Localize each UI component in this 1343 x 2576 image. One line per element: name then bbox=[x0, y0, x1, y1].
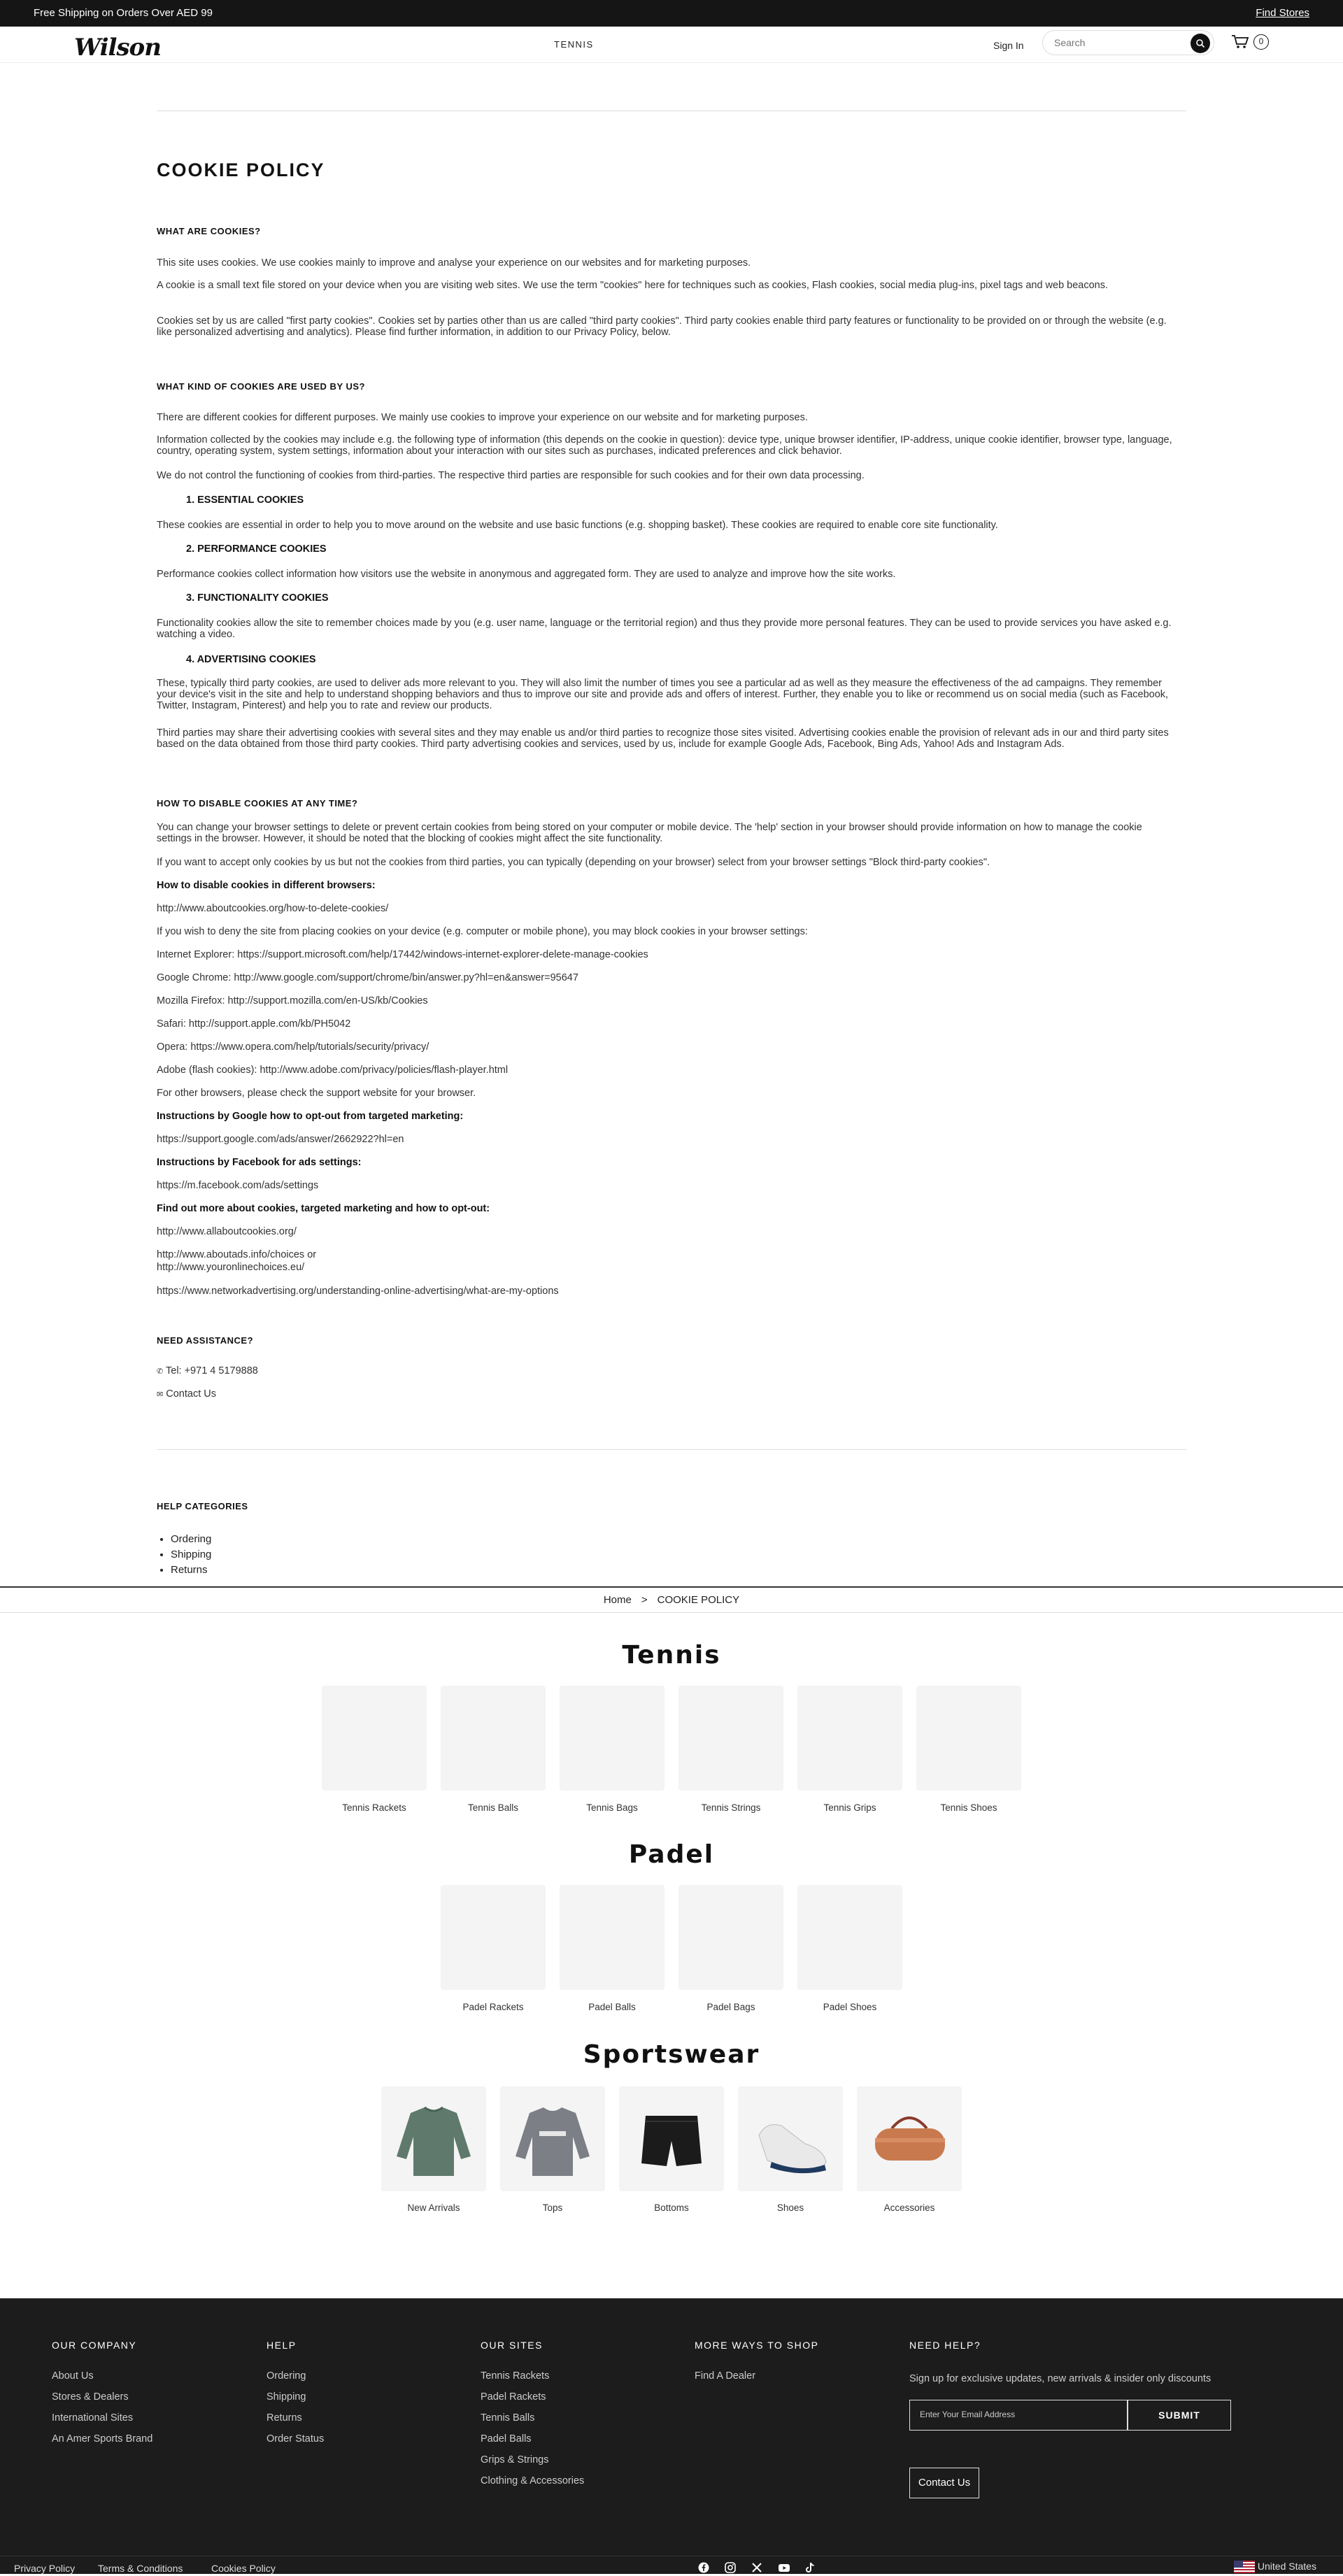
tile-label[interactable]: Tennis Strings bbox=[701, 1802, 761, 1813]
social-links bbox=[698, 2562, 816, 2573]
nav-tennis[interactable]: TENNIS bbox=[554, 39, 594, 50]
opera-link[interactable]: Opera: https://www.opera.com/help/tutorials/security/privacy/ bbox=[157, 1041, 429, 1053]
safari-link[interactable]: Safari: http://support.apple.com/kb/PH5042 bbox=[157, 1018, 351, 1030]
email-input[interactable]: Enter Your Email Address bbox=[909, 2400, 1128, 2431]
essential-cookies-heading: 1. ESSENTIAL COOKIES bbox=[186, 494, 304, 506]
submit-button[interactable]: SUBMIT bbox=[1128, 2400, 1231, 2431]
footer-heading-help: HELP bbox=[267, 2340, 297, 2351]
paragraph: For other browsers, please check the support website for your browser. bbox=[157, 1088, 476, 1099]
youtube-icon[interactable] bbox=[778, 2562, 789, 2573]
footer-link[interactable]: Clothing & Accessories bbox=[481, 2475, 585, 2486]
footer-heading-company: OUR COMPANY bbox=[52, 2340, 137, 2351]
shorts-image bbox=[619, 2086, 724, 2191]
cart-count: 0 bbox=[1253, 34, 1269, 50]
contact-text: Contact Us bbox=[166, 1388, 216, 1400]
site-header bbox=[0, 27, 1343, 63]
footer-link[interactable]: Stores & Dealers bbox=[52, 2391, 129, 2403]
search-box bbox=[1042, 30, 1214, 55]
contact-line[interactable] bbox=[157, 1388, 1178, 1400]
tile-label[interactable]: Tennis Balls bbox=[467, 1802, 519, 1813]
help-category-ordering[interactable]: • Ordering bbox=[171, 1532, 211, 1547]
tennis-grips-tile[interactable] bbox=[797, 1686, 902, 1791]
footer-link[interactable]: Padel Rackets bbox=[481, 2391, 546, 2403]
assistance-heading: NEED ASSISTANCE? bbox=[157, 1335, 254, 1346]
footer-link[interactable]: International Sites bbox=[52, 2412, 134, 2424]
padel-rackets-tile[interactable] bbox=[441, 1885, 546, 1990]
tops-tile[interactable] bbox=[500, 2086, 605, 2191]
cart-button[interactable] bbox=[1231, 34, 1269, 50]
google-link[interactable]: https://support.google.com/ads/answer/2662922?hl=en bbox=[157, 1134, 404, 1145]
padel-balls-tile[interactable] bbox=[560, 1885, 665, 1990]
newsletter-text: Sign up for exclusive updates, new arrivals & insider only discounts bbox=[909, 2373, 1211, 2384]
facebook-heading: Instructions by Facebook for ads settings: bbox=[157, 1157, 362, 1168]
instagram-icon[interactable] bbox=[725, 2562, 736, 2573]
aboutcookies-link[interactable]: http://www.aboutcookies.org/how-to-delete-cookies/ bbox=[157, 903, 389, 914]
ie-link[interactable]: Internet Explorer: https://support.microsoft.com/help/17442/windows-internet-explorer-delete-manage-cookies bbox=[157, 949, 648, 960]
firefox-link[interactable]: Mozilla Firefox: http://support.mozilla.com/en-US/kb/Cookies bbox=[157, 995, 428, 1006]
facebook-icon[interactable] bbox=[698, 2562, 709, 2573]
adobe-link[interactable]: Adobe (flash cookies): http://www.adobe.com/privacy/policies/flash-player.html bbox=[157, 1065, 509, 1076]
facebook-link[interactable]: https://m.facebook.com/ads/settings bbox=[157, 1180, 319, 1191]
tile-label[interactable]: Shoes bbox=[776, 2203, 804, 2213]
section-heading-what-kind: WHAT KIND OF COOKIES ARE USED BY US? bbox=[157, 381, 365, 392]
tennis-balls-tile[interactable] bbox=[441, 1686, 546, 1791]
footer-heading-need-help: NEED HELP? bbox=[909, 2340, 981, 2351]
footer-heading-sites: OUR SITES bbox=[481, 2340, 543, 2351]
performance-cookies-heading: 2. PERFORMANCE COOKIES bbox=[186, 543, 327, 555]
tel-line[interactable] bbox=[157, 1365, 1178, 1377]
search-button[interactable] bbox=[1191, 34, 1210, 53]
tile-label[interactable]: Accessories bbox=[883, 2203, 935, 2213]
region-selector[interactable] bbox=[1234, 2560, 1316, 2573]
privacy-policy-link[interactable]: Privacy Policy bbox=[14, 2563, 76, 2574]
footer-link[interactable]: Ordering bbox=[267, 2370, 306, 2382]
tile-label[interactable]: Bottoms bbox=[654, 2203, 689, 2213]
sweatshirt-image bbox=[381, 2086, 486, 2191]
tile-label[interactable]: Padel Rackets bbox=[462, 2002, 524, 2012]
paragraph: Performance cookies collect information how visitors use the website in anonymous and aggregated form. They are used to analyze and improve how the site works. bbox=[157, 569, 896, 580]
region-label: United States bbox=[1257, 2561, 1316, 2572]
shoes-tile[interactable] bbox=[738, 2086, 843, 2191]
tile-label[interactable]: Padel Shoes bbox=[823, 2002, 877, 2012]
tel-text: Tel: +971 4 5179888 bbox=[166, 1365, 258, 1376]
paragraph: There are different cookies for different purposes. We mainly use cookies to improve your experience on our website and for marketing purposes. bbox=[157, 412, 808, 423]
paragraph: A cookie is a small text file stored on your device when you are visiting web sites. We use the term "cookies" here for techniques such as cookies, Flash cookies, social media plug-ins, pixel tags and web beacons. bbox=[157, 280, 1109, 291]
footer-link[interactable]: Order Status bbox=[267, 2433, 325, 2445]
networkadvertising-link[interactable]: https://www.networkadvertising.org/understanding-online-advertising/what-are-my-options bbox=[157, 1286, 559, 1297]
wilson-logo[interactable]: Wilson bbox=[74, 34, 161, 62]
help-category-returns[interactable]: • Returns bbox=[171, 1563, 211, 1578]
breadcrumb bbox=[0, 1586, 1343, 1613]
search-input[interactable] bbox=[1054, 37, 1180, 48]
find-stores-link[interactable]: Find Stores bbox=[1256, 7, 1309, 20]
breadcrumb-current: COOKIE POLICY bbox=[657, 1593, 740, 1606]
youronlinechoices-link[interactable]: http://www.youronlinechoices.eu/ bbox=[157, 1262, 305, 1273]
padel-shoes-tile[interactable] bbox=[797, 1885, 902, 1990]
phone-icon: ✆ bbox=[157, 1367, 164, 1376]
paragraph: You can change your browser settings to delete or prevent certain cookies from being stored on your computer or mobile device. The 'help' section in your browser should provide information on how to manage the cookie settings in the browser. However, it should be noted that the blocking of cookies might affect the site functionality. bbox=[157, 822, 1142, 844]
footer-link[interactable]: Returns bbox=[267, 2412, 302, 2424]
bottoms-tile[interactable] bbox=[619, 2086, 724, 2191]
tennis-rackets-tile[interactable] bbox=[322, 1686, 427, 1791]
paragraph: Cookies set by us are called "first party cookies". Cookies set by parties other than us are called "third party cookies". Third party cookies enable third party features or functionality to be provided on or through the website (e.g. like personalized advertising and analytics). Please find further information, in addition to our Privacy Policy, below. bbox=[157, 315, 1167, 338]
footer-link[interactable]: Grips & Strings bbox=[481, 2454, 549, 2465]
sportswear-heading: Sportswear bbox=[583, 2040, 760, 2069]
sign-in-link[interactable]: Sign In bbox=[993, 40, 1024, 51]
tile-label[interactable]: New Arrivals bbox=[407, 2203, 460, 2213]
tiktok-icon[interactable] bbox=[804, 2562, 816, 2573]
footer-link[interactable]: About Us bbox=[52, 2370, 94, 2382]
section-heading-disable: HOW TO DISABLE COOKIES AT ANY TIME? bbox=[157, 798, 358, 809]
footer-heading-more: MORE WAYS TO SHOP bbox=[695, 2340, 819, 2351]
tile-label[interactable]: Tennis Shoes bbox=[940, 1802, 997, 1813]
terms-link[interactable]: Terms & Conditions bbox=[98, 2563, 183, 2574]
new-arrivals-tile[interactable] bbox=[381, 2086, 486, 2191]
promo-bar bbox=[0, 0, 1343, 27]
padel-heading: Padel bbox=[628, 1840, 715, 1869]
bag-image bbox=[857, 2086, 962, 2191]
footer-link[interactable]: Shipping bbox=[267, 2391, 306, 2403]
paragraph: Information collected by the cookies may include e.g. the following type of information (this depends on the cookie in question): device type, unique browser identifier, IP-address, unique cookie identifier, browser type, language, country, operating system, system settings, information about your interaction with our sites such as purchases, indicated preferences and click behavior. bbox=[157, 434, 1172, 457]
help-category-shipping[interactable]: • Shipping bbox=[171, 1547, 211, 1563]
paragraph: If you want to accept only cookies by us but not the cookies from third parties, you can typically (depending on your browser) select from your browser settings "Block third-party cookies". bbox=[157, 857, 990, 868]
mail-icon: ✉ bbox=[157, 1390, 164, 1399]
divider bbox=[157, 1449, 1186, 1450]
paragraph: We do not control the functioning of cookies from third-parties. The respective third parties are responsible for such cookies and for their own data processing. bbox=[157, 470, 865, 481]
tile-label[interactable]: Padel Bags bbox=[706, 2002, 755, 2012]
tennis-bags-tile[interactable] bbox=[560, 1686, 665, 1791]
breadcrumb-separator: > bbox=[641, 1593, 648, 1606]
allaboutcookies-link[interactable]: http://www.allaboutcookies.org/ bbox=[157, 1226, 297, 1237]
footer-link[interactable]: Padel Balls bbox=[481, 2433, 532, 2445]
footer-link[interactable]: An Amer Sports Brand bbox=[52, 2433, 153, 2445]
paragraph: This site uses cookies. We use cookies mainly to improve and analyse your experience on our websites and for marketing purposes. bbox=[157, 257, 751, 269]
us-flag-icon bbox=[1234, 2561, 1255, 2573]
help-categories-list bbox=[171, 1532, 211, 1578]
paragraph: Third parties may share their advertising cookies with several sites and they may enable us and/or third parties to recognize those sites visited. Advertising cookies enable the provision of relevant ads in our and third party sites based on the data obtained from those third party cookies. Third party advertising cookies and services, used by us, include for example Google Ads, Facebook, Bing Ads, Yahoo! Ads and Instagram Ads. bbox=[157, 727, 1169, 750]
section-heading-what-are: WHAT ARE COOKIES? bbox=[157, 226, 261, 236]
cookies-policy-link[interactable]: Cookies Policy bbox=[211, 2563, 276, 2574]
page-title: COOKIE POLICY bbox=[157, 159, 325, 180]
tile-label[interactable]: Tennis Rackets bbox=[342, 1802, 406, 1813]
tshirt-image bbox=[500, 2086, 605, 2191]
aboutads-link[interactable]: http://www.aboutads.info/choices or bbox=[157, 1249, 317, 1260]
paragraph: These cookies are essential in order to help you to move around on the website and use basic functions (e.g. shopping basket). These cookies are required to enable core site functionality. bbox=[157, 520, 998, 531]
tennis-shoes-tile[interactable] bbox=[916, 1686, 1021, 1791]
x-icon[interactable] bbox=[751, 2562, 762, 2573]
help-categories-heading: HELP CATEGORIES bbox=[157, 1501, 248, 1511]
footer-bottom-bar bbox=[0, 2556, 1343, 2574]
advertising-cookies-heading: 4. ADVERTISING COOKIES bbox=[186, 654, 316, 665]
footer-link[interactable]: Tennis Balls bbox=[481, 2412, 535, 2424]
tile-label[interactable]: Padel Balls bbox=[588, 2002, 636, 2012]
tile-label[interactable]: Tennis Bags bbox=[586, 1802, 638, 1813]
tennis-heading: Tennis bbox=[622, 1641, 721, 1670]
shoe-image bbox=[738, 2086, 843, 2191]
tennis-strings-tile[interactable] bbox=[678, 1686, 783, 1791]
chrome-link[interactable]: Google Chrome: http://www.google.com/support/chrome/bin/answer.py?hl=en&answer=95647 bbox=[157, 972, 578, 983]
breadcrumb-home[interactable]: Home bbox=[603, 1593, 632, 1606]
tile-label[interactable]: Tops bbox=[542, 2203, 563, 2213]
site-footer bbox=[0, 2298, 1343, 2574]
paragraph: Functionality cookies allow the site to remember choices made by you (e.g. user name, language or the territorial region) and thus they provide more personal features. They can be used to provide services you have asked e.g. watching a video. bbox=[157, 618, 1172, 640]
footer-link[interactable]: Tennis Rackets bbox=[481, 2370, 550, 2382]
functionality-cookies-heading: 3. FUNCTIONALITY COOKIES bbox=[186, 592, 329, 604]
more-heading: Find out more about cookies, targeted marketing and how to opt-out: bbox=[157, 1203, 490, 1214]
paragraph: If you wish to deny the site from placing cookies on your device (e.g. computer or mobile phone), you may block cookies in your browser settings: bbox=[157, 926, 808, 937]
footer-link[interactable]: Find A Dealer bbox=[695, 2370, 756, 2382]
paragraph: These, typically third party cookies, are used to deliver ads more relevant to you. They will also limit the number of times you see a particular ad as well as they measure the effectiveness of the ad campaigns. They remember your device's visit in the site and help to understand shopping behaviors and thus to improve our site and provide ads and offers of interest. Further, they enable you to like or recommend us on social media (such as Facebook, Twitter, Instagram, Pinterest) and help you to rate and review our products. bbox=[157, 678, 1169, 711]
google-heading: Instructions by Google how to opt-out from targeted marketing: bbox=[157, 1111, 464, 1122]
contact-us-button[interactable]: Contact Us bbox=[909, 2468, 979, 2498]
accessories-tile[interactable] bbox=[857, 2086, 962, 2191]
browsers-heading: How to disable cookies in different browsers: bbox=[157, 880, 376, 891]
promo-text: Free Shipping on Orders Over AED 99 bbox=[34, 7, 213, 20]
search-icon bbox=[1195, 38, 1205, 48]
tile-label[interactable]: Tennis Grips bbox=[823, 1802, 876, 1813]
padel-bags-tile[interactable] bbox=[678, 1885, 783, 1990]
cart-icon bbox=[1231, 34, 1249, 50]
